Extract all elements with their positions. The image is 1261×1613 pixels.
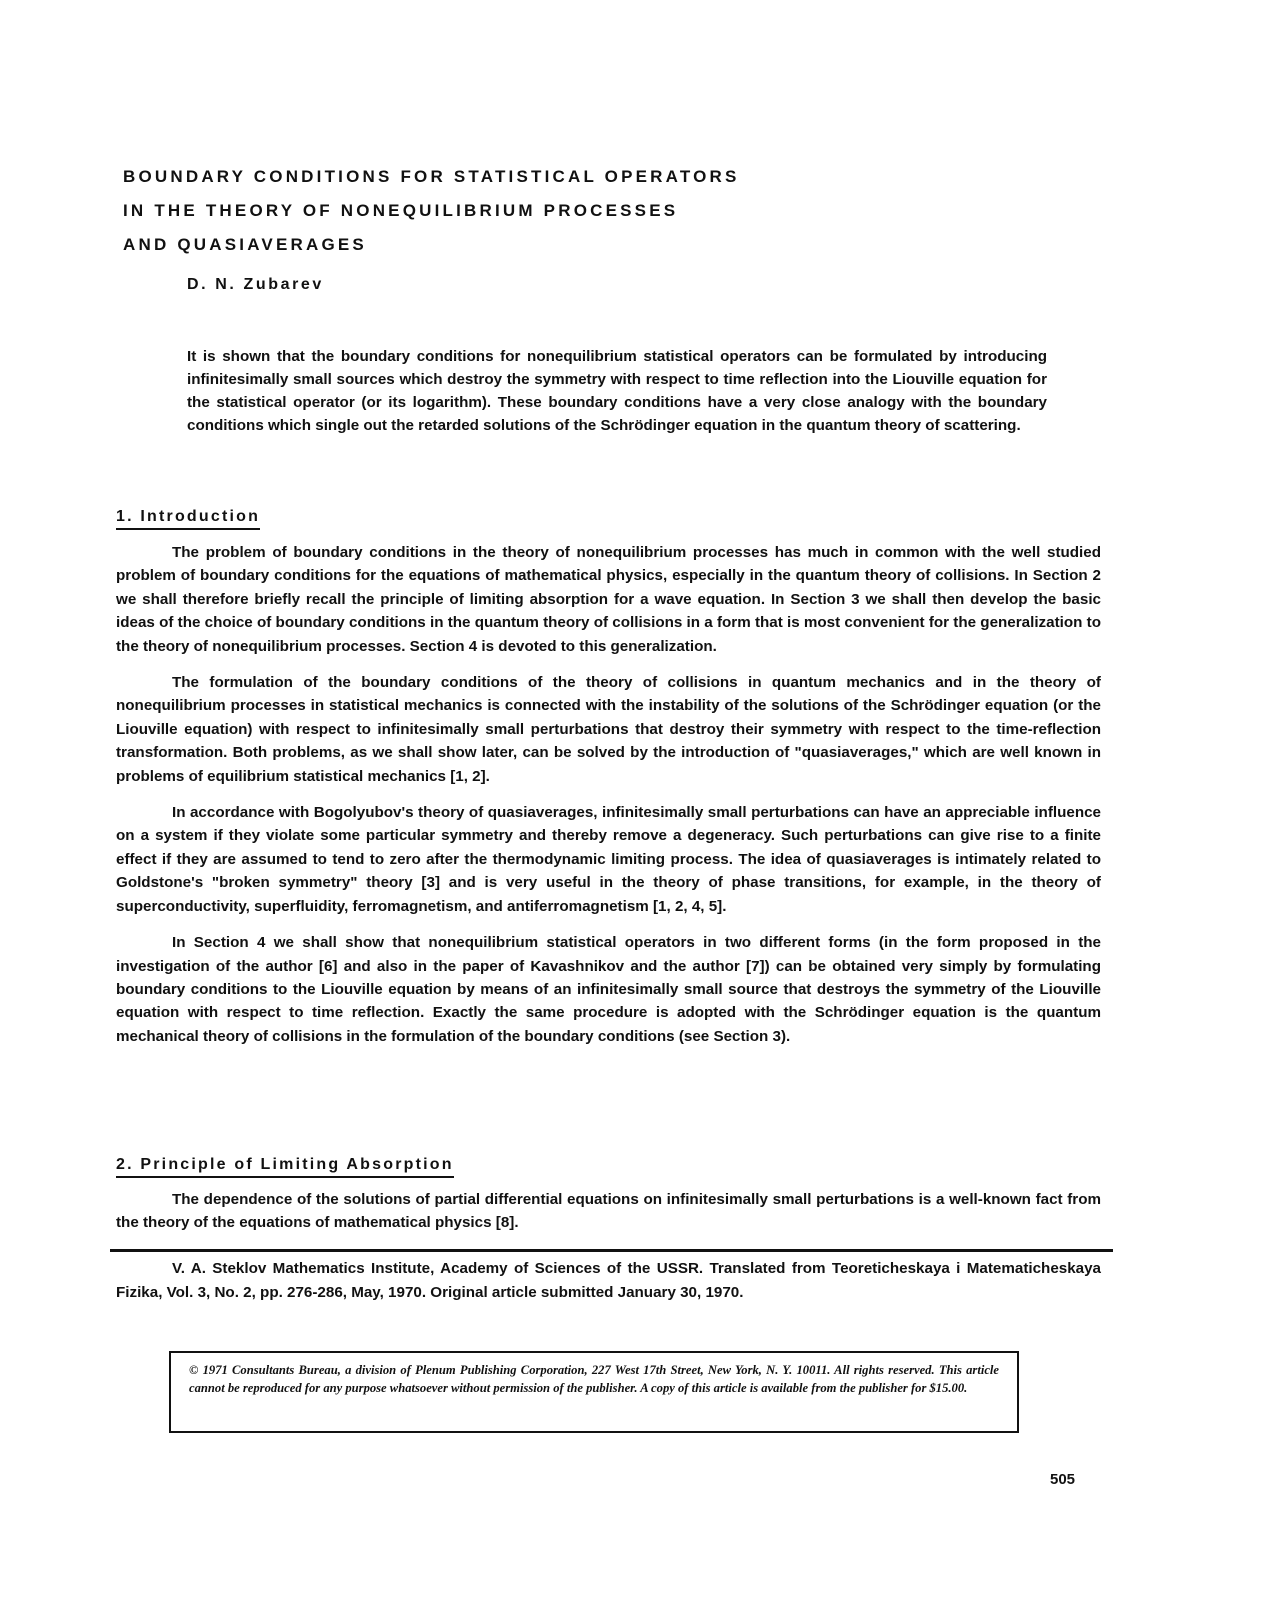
title-line-2: IN THE THEORY OF NONEQUILIBRIUM PROCESSES bbox=[123, 201, 679, 220]
section-introduction-body bbox=[116, 541, 1101, 1061]
title-line-3: AND QUASIAVERAGES bbox=[123, 235, 367, 254]
paper-title bbox=[123, 160, 1023, 262]
paragraph: In Section 4 we shall show that nonequilibrium statistical operators in two different forms (in the form proposed in the investigation of the author [6] and also in the paper of Kavashnikov and the author [7]) can be obtained very simply by formulating boundary conditions to the Liouville equation by means of an infinitesimally small source that destroys the symmetry of the Liouville equation with respect to time reflection. Exactly the same procedure is adopted with the Schrödinger equation is the quantum mechanical theory of collisions in the formulation of the boundary conditions (see Section 3). bbox=[116, 934, 1101, 1045]
copyright-box bbox=[169, 1351, 1019, 1433]
paragraph: In accordance with Bogolyubov's theory of quasiaverages, infinitesimally small perturbations can have an appreciable influence on a system if they violate some particular symmetry and thereby remove a degeneracy. Such perturbations can give rise to a finite effect if they are assumed to tend to zero after the thermodynamic limiting process. The idea of quasiaverages is intimately related to Goldstone's "broken symmetry" theory [3] and is very useful in the theory of phase transitions, for example, in the theory of superconductivity, superfluidity, ferromagnetism, and antiferromagnetism [1, 2, 4, 5]. bbox=[116, 804, 1101, 915]
page-number: 505 bbox=[1050, 1471, 1076, 1488]
author-name: D. N. Zubarev bbox=[187, 276, 324, 293]
footnote-divider bbox=[110, 1249, 1113, 1252]
affiliation-footnote: V. A. Steklov Mathematics Institute, Academy of Sciences of the USSR. Translated from Teoreticheskaya i Matematicheskaya Fizika, Vol. 3, No. 2, pp. 276-286, May, 1970. Original article submitted January 30, 1970. bbox=[116, 1260, 1101, 1301]
copyright-notice: © 1971 Consultants Bureau, a division of Plenum Publishing Corporation, 227 West 17th Street, New York, N. Y. 10011. All rights reserved. This article cannot be reproduced for any purpose whatsoever without permission of the publisher. A copy of this article is available from the publisher for $15.00. bbox=[189, 1363, 999, 1395]
section-heading-introduction: 1. Introduction bbox=[116, 508, 260, 530]
paragraph: The problem of boundary conditions in the theory of nonequilibrium processes has much in common with the well studied problem of boundary conditions for the equations of mathematical physics, especially in the quantum theory of collisions. In Section 2 we shall therefore briefly recall the principle of limiting absorption for a wave equation. In Section 3 we shall then develop the basic ideas of the choice of boundary conditions in the quantum theory of collisions in a form that is most convenient for the generalization to the theory of nonequilibrium processes. Section 4 is devoted to this generalization. bbox=[116, 544, 1101, 655]
section-limiting-absorption-body bbox=[116, 1188, 1101, 1248]
title-line-1: BOUNDARY CONDITIONS FOR STATISTICAL OPERATORS bbox=[123, 167, 740, 186]
abstract: It is shown that the boundary conditions for nonequilibrium statistical operators can be formulated by introducing infinitesimally small sources which destroy the symmetry with respect to time reflection into the Liouville equation for the statistical operator (or its logarithm). These boundary conditions have a very close analogy with the boundary conditions which single out the retarded solutions of the Schrödinger equation in the quantum theory of scattering. bbox=[187, 348, 1047, 434]
section-heading-limiting-absorption: 2. Principle of Limiting Absorption bbox=[116, 1156, 454, 1178]
paragraph: The formulation of the boundary conditions of the theory of collisions in quantum mechanics and in the theory of nonequilibrium processes in statistical mechanics is connected with the instability of the solutions of the Schrödinger equation (or the Liouville equation) with respect to infinitesimally small perturbations that destroy their symmetry with respect to the time-reflection transformation. Both problems, as we shall show later, can be solved by the introduction of "quasiaverages," which are well known in problems of equilibrium statistical mechanics [1, 2]. bbox=[116, 674, 1101, 785]
paragraph: The dependence of the solutions of partial differential equations on infinitesimally small perturbations is a well-known fact from the theory of the equations of mathematical physics [8]. bbox=[116, 1191, 1101, 1232]
